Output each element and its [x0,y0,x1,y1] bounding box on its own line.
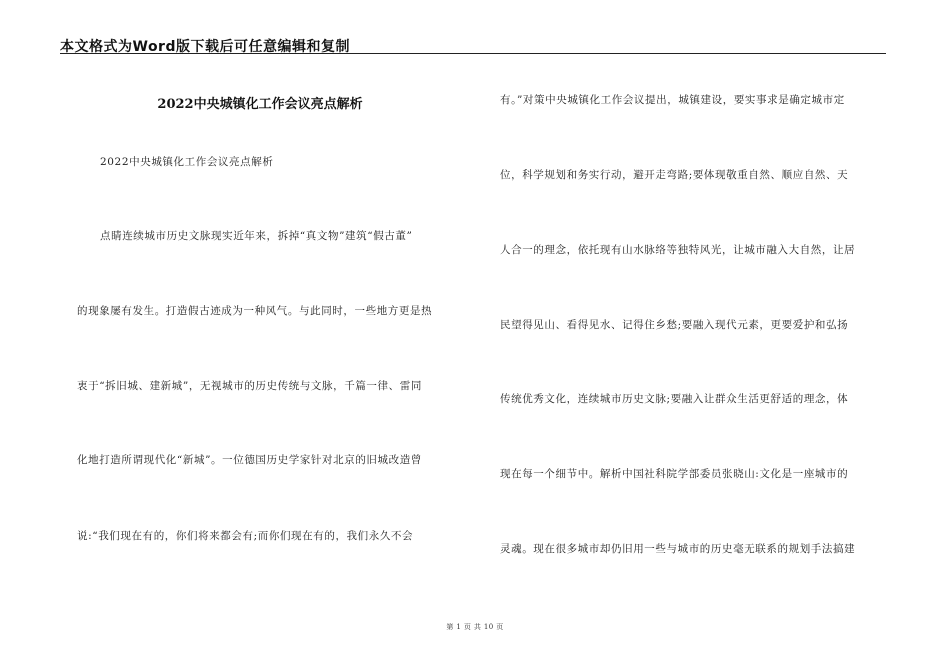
paragraph-line: 化地打造所谓现代化“新城”。一位德国历史学家针对北京的旧城改造曾 [77,454,422,466]
header-banner: 本文格式为Word版下载后可任意编辑和复制 [60,39,350,55]
subtitle-line: 2022中央城镇化工作会议亮点解析 [100,156,274,168]
paragraph-line: 位，科学规划和务实行动，避开走弯路;要体现敬重自然、顺应自然、天 [500,169,849,181]
paragraph-line: 灵魂。现在很多城市却仍旧用一些与城市的历史毫无联系的规划手法搞建 [500,543,856,555]
paragraph-line: 衷于“拆旧城、建新城”，无视城市的历史传统与文脉，千篇一律、雷同 [77,380,422,392]
paragraph-line: 点睛连续城市历史文脉现实近年来，拆掉“真文物”建筑“假古董” [100,230,413,242]
paragraph-line: 说:“我们现在有的，你们将来都会有;而你们现在有的，我们永久不会 [77,530,414,542]
paragraph-line: 传统优秀文化，连续城市历史文脉;要融入让群众生活更舒适的理念，体 [500,393,849,405]
paragraph-line: 有。”对策中央城镇化工作会议提出，城镇建设，要实事求是确定城市定 [500,94,845,106]
document-title: 2022中央城镇化工作会议亮点解析 [157,97,363,112]
page-number: 第 1 页 共 10 页 [446,623,504,631]
paragraph-line: 的现象屡有发生。打造假古迹成为一种风气。与此同时，一些地方更是热 [77,305,433,317]
header-divider [60,53,886,54]
paragraph-line: 人合一的理念，依托现有山水脉络等独特风光，让城市融入大自然，让居 [500,244,856,256]
paragraph-line: 民望得见山、看得见水、记得住乡愁;要融入现代元素，更要爱护和弘扬 [500,319,849,331]
paragraph-line: 现在每一个细节中。解析中国社科院学部委员张晓山:文化是一座城市的 [500,468,849,480]
